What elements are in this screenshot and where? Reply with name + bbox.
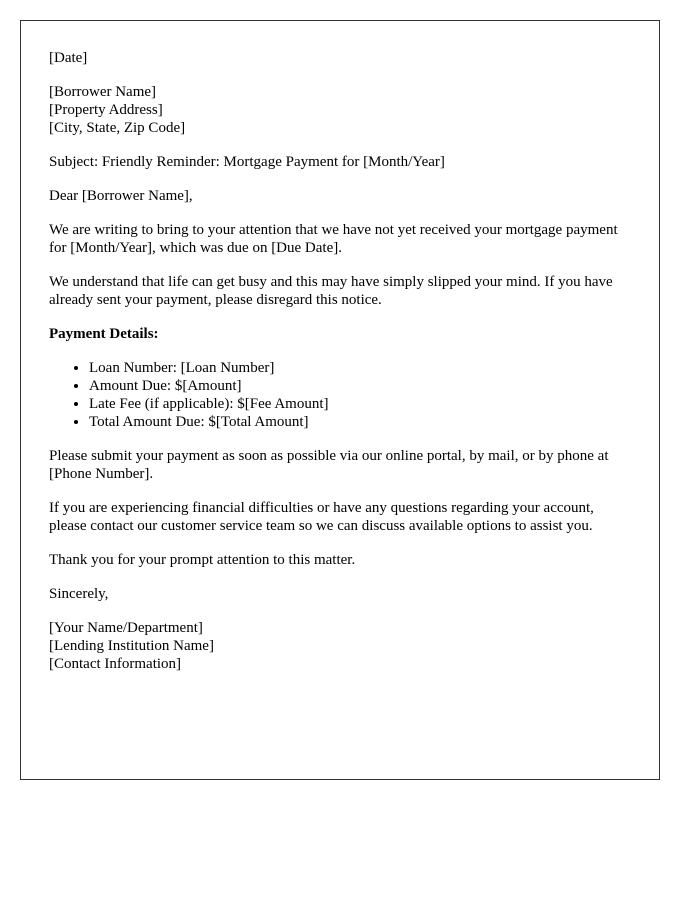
signature-name: [Your Name/Department] bbox=[49, 620, 203, 636]
list-item: • Late Fee (if applicable): $[Fee Amount] bbox=[89, 395, 631, 413]
date-text: [Date] bbox=[49, 50, 88, 66]
signature-block bbox=[49, 619, 631, 673]
signature-contact: [Contact Information] bbox=[49, 656, 182, 672]
salutation: Dear [Borrower Name], bbox=[49, 188, 193, 204]
letter-date bbox=[49, 49, 631, 67]
list-item: • Amount Due: $[Amount] bbox=[89, 377, 631, 395]
recipient-property-address: [Property Address] bbox=[49, 102, 163, 118]
body-paragraph-3: Please submit your payment as soon as possible via our online portal, by mail, or by phone at [Phone Number]. bbox=[49, 448, 609, 482]
closing: Sincerely, bbox=[49, 586, 109, 602]
letter-page bbox=[20, 20, 660, 780]
list-item: • Total Amount Due: $[Total Amount] bbox=[89, 413, 631, 431]
body-paragraph-1: We are writing to bring to your attention that we have not yet received your mortgage payment for [Month/Year], which was due on [Due Date]. bbox=[49, 222, 618, 256]
recipient-address-block bbox=[49, 83, 631, 137]
body-paragraph-4: If you are experiencing financial difficulties or have any questions regarding your account, please contact our customer service team so we can discuss available options to assist you. bbox=[49, 500, 594, 534]
recipient-city-state-zip: [City, State, Zip Code] bbox=[49, 120, 186, 136]
body-paragraph-5: Thank you for your prompt attention to this matter. bbox=[49, 552, 356, 568]
recipient-name: [Borrower Name] bbox=[49, 84, 157, 100]
payment-details-list bbox=[49, 359, 631, 431]
body-paragraph-2: We understand that life can get busy and this may have simply slipped your mind. If you have already sent your payment, please disregard this notice. bbox=[49, 274, 613, 308]
subject-line: Subject: Friendly Reminder: Mortgage Payment for [Month/Year] bbox=[49, 154, 445, 170]
payment-details-heading: Payment Details: bbox=[49, 326, 159, 342]
signature-institution: [Lending Institution Name] bbox=[49, 638, 214, 654]
list-item: • Loan Number: [Loan Number] bbox=[89, 359, 631, 377]
